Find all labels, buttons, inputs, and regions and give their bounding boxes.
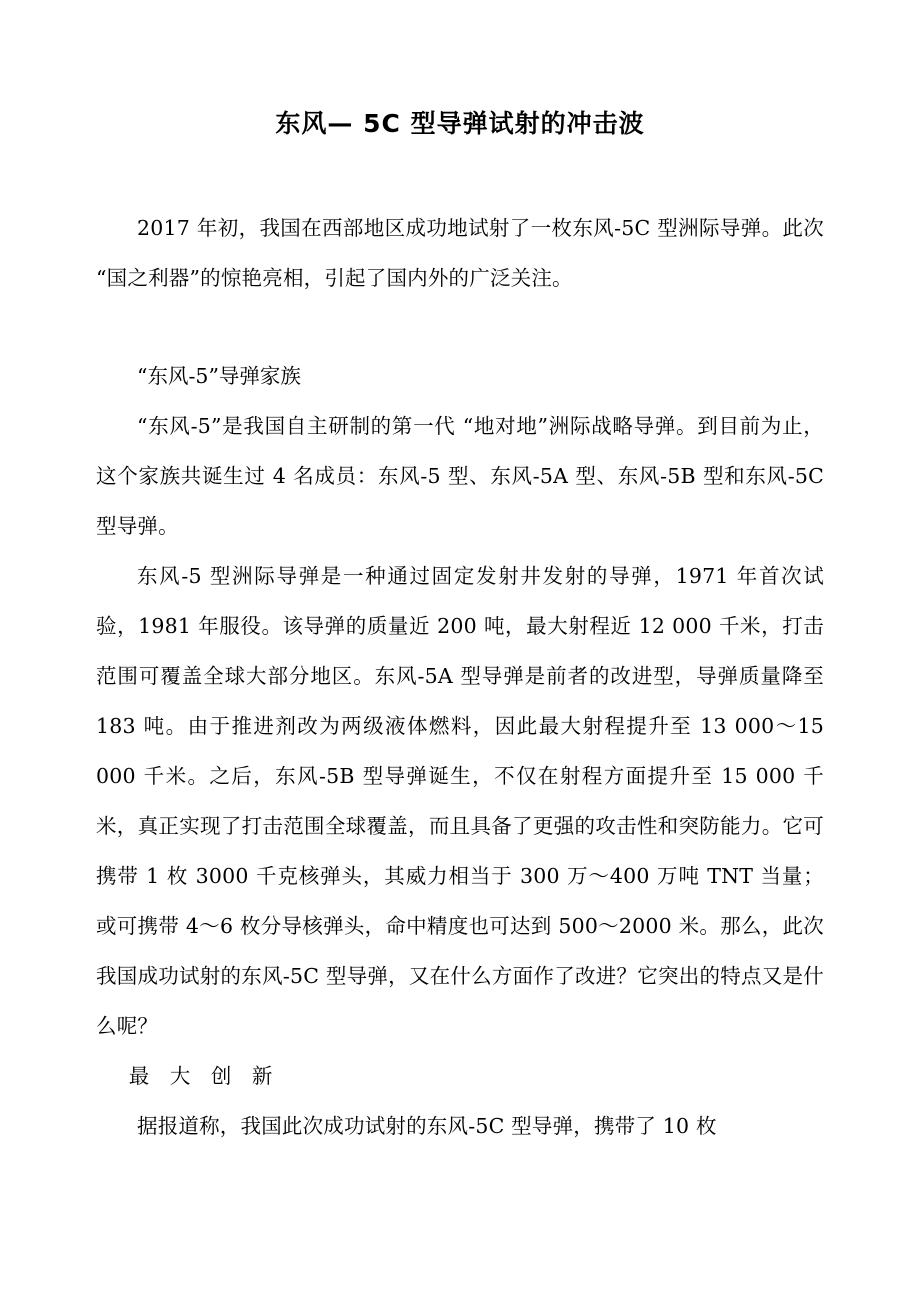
report-paragraph: 据报道称，我国此次成功试射的东风-5C 型导弹，携带了 10 枚: [137, 1113, 717, 1138]
page-title: 东风— 5C 型导弹试射的冲击波: [275, 109, 645, 138]
specs-paragraph: 东风-5 型洲际导弹是一种通过固定发射井发射的导弹，1971 年首次试验，1981 年服役。该导弹的质量近 200 吨，最大射程近 12 000 千米，打击范围可覆盖全球大部分地区。东风-5A 型导弹是前者的改进型，导弹质量降至 183 吨。由于推进剂改为两级液体燃料，因此最大射程提升至 13 000～15 000 千米。之后，东风-5B 型导弹诞生，不仅在射程方面提升至 15 000 千米，真正实现了打击范围全球覆盖，而且具备了更强的攻击性和突防能力。它可携带 1 枚 3000 千克核弹头，其威力相当于 300 万～400 万吨 TNT 当量；或可携带 4～6 枚分导核弹头，命中精度也可达到 500～2000 米。那么，此次我国成功试射的东风-5C 型导弹，又在什么方面作了改进？它突出的特点又是什么呢？: [96, 563, 824, 1038]
document-body: [96, 0, 824, 1302]
section-heading-family: “东风-5”导弹家族: [137, 363, 301, 388]
section-heading-innovation: 最 大 创 新: [128, 1063, 280, 1088]
section-spacer: [96, 303, 824, 351]
intro-paragraph: 2017 年初，我国在西部地区成功地试射了一枚东风-5C 型洲际导弹。此次“国之利器”的惊艳亮相，引起了国内外的广泛关注。: [96, 215, 824, 290]
title-body-spacer: [96, 141, 824, 203]
family-paragraph: “东风-5”是我国自主研制的第一代 “地对地”洲际战略导弹。到目前为止，这个家族共诞生过 4 名成员：东风-5 型、东风-5A 型、东风-5B 型和东风-5C 型导弹。: [96, 413, 824, 538]
